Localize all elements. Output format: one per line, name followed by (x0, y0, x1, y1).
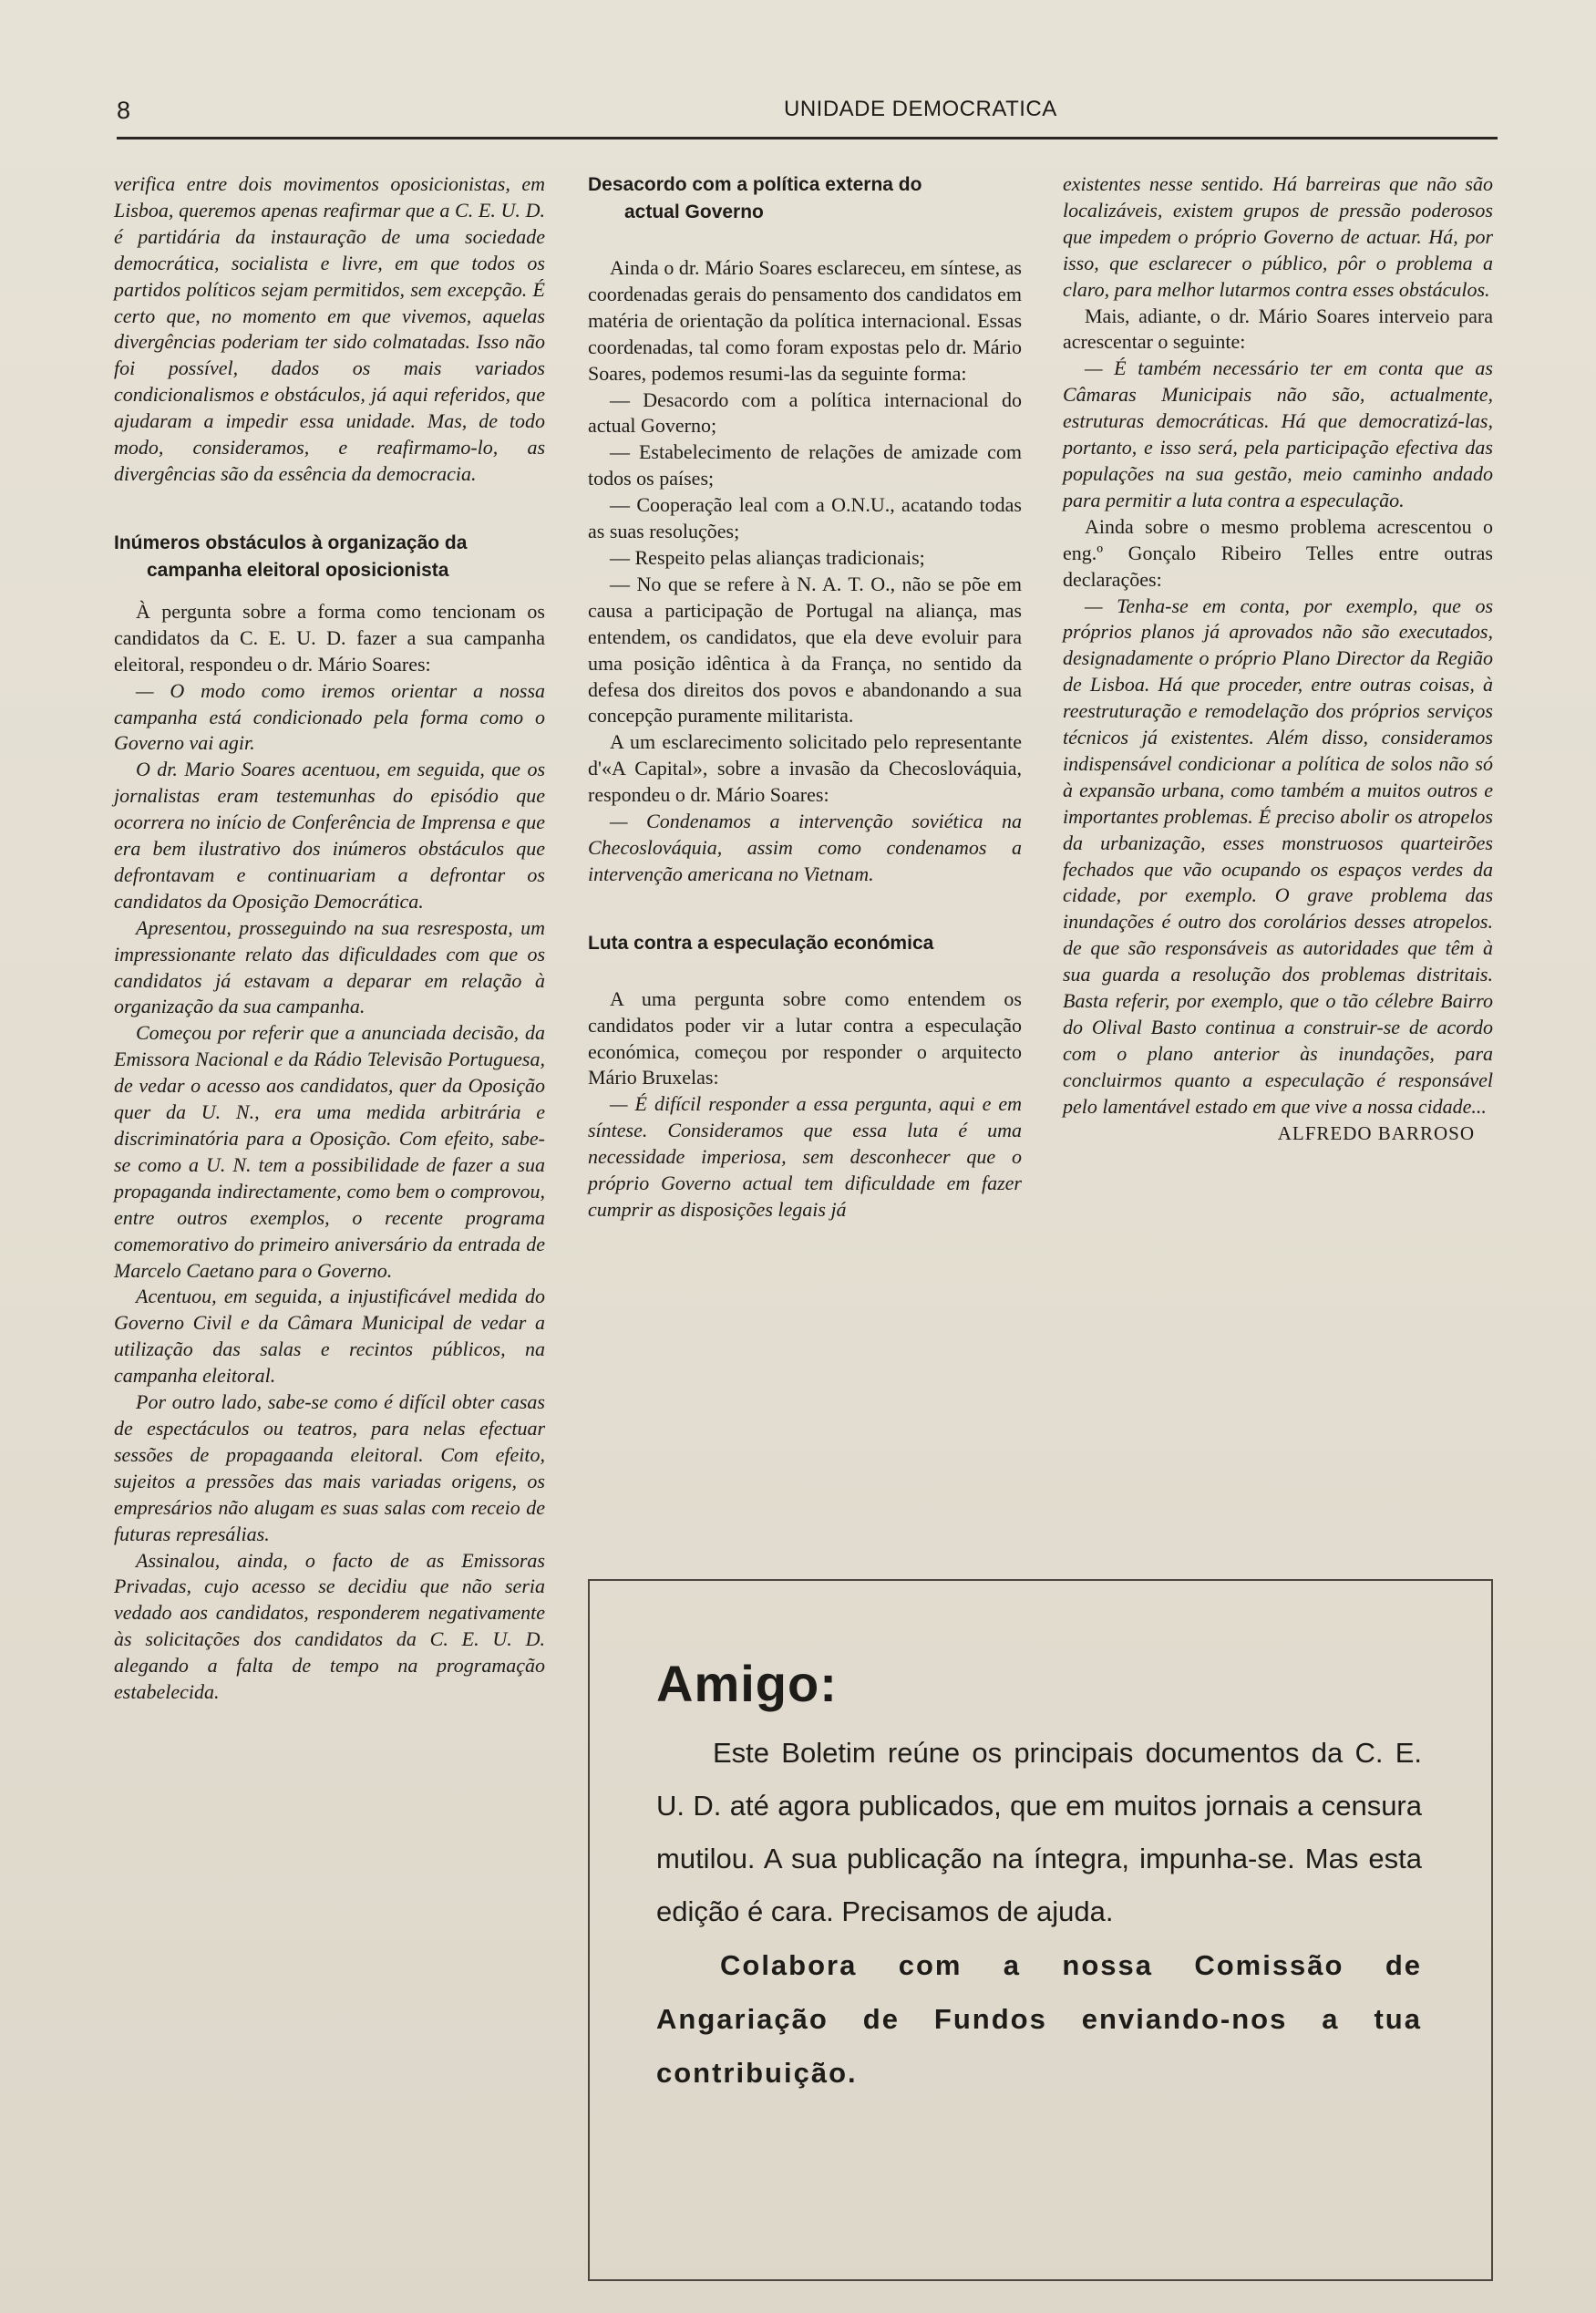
paragraph: Ainda sobre o mesmo problema acrescentou o eng.º Gonçalo Ribeiro Telles entre outras declarações: (1063, 514, 1493, 591)
paragraph: existentes nesse sentido. Há barreiras que não são localizáveis, existem grupos de pressão poderosos que impedem o próprio Governo de actuar. Há, por isso, que esclarecer o público, pôr o problema a claro, para melhor lutarmos contra esses obstáculos. (1063, 172, 1493, 301)
list-item: — Respeito pelas alianças tradicionais; (610, 545, 925, 569)
paragraph: Por outro lado, sabe-se como é difícil obter casas de espectáculos ou teatros, para nelas efectuar sessões de propagaanda eleitoral. Com efeito, sujeitos a pressões das mais variadas origens, os empresários não alugam es suas salas com receio de futuras represálias. (114, 1390, 545, 1545)
paragraph: A uma pergunta sobre como entendem os candidatos poder vir a lutar contra a especulação económica, começou por responder o arquitecto Mário Bruxelas: (588, 986, 1022, 1089)
paragraph: A um esclarecimento solicitado pelo representante d'«A Capital», sobre a invasão da Checoslováquia, respondeu o dr. Mário Soares: (588, 730, 1022, 807)
fundraising-box (588, 1579, 1493, 2281)
box-title: Amigo: (656, 1655, 838, 1712)
paragraph: Ainda o dr. Mário Soares esclareceu, em síntese, as coordenadas gerais do pensamento dos candidatos em matéria de orientação da política internacional. Essas coordenadas, tal como foram expostas pelo dr. Mário Soares, podemos resumi-las da seguinte forma: (588, 256, 1022, 385)
list-item: — Cooperação leal com a O.N.U., acatando todas as suas resoluções; (588, 493, 1022, 543)
subheading (114, 530, 545, 584)
box-callout (656, 1938, 1422, 2100)
subheading-line: Inúmeros obstáculos à organização da (114, 532, 468, 553)
paragraph: Apresentou, prosseguindo na sua resresposta, um impressionante relato das dificuldades com que os candidatos já estavam a deparar em relação à organização da sua campanha. (114, 915, 545, 1018)
subheading (588, 171, 1022, 226)
quote-paragraph: — Tenha-se em conta, por exemplo, que os próprios planos já aprovados não são executados, designadamente o próprio Plano Director da Região de Lisboa. Há que proceder, entre outras coisas, à reestruturação e remodelação dos próprios serviços técnicos já existentes. Além disso, consideramos indispensável condicionar a política de solos não só à expansão urbana, como também a muitos outros e importantes problemas. É preciso abolir os atropelos da urbanização, esses monstruosos quarteirões fechados que vão ocupando os espaços verdes da cidade, por exemplo. O grave problema das inundações é outro dos corolários desses atropelos. de que são responsáveis as autoridades que têm à sua guarda a resolução dos problemas distritais. Basta referir, por exemplo, que o tão célebre Bairro do Olival Basto continua a construir-se de acordo com o plano anterior às inundações, para concluirmos quanto a especulação é responsável pelo lamentável estado em que vive a nossa cidade... (1063, 594, 1493, 1118)
box-body (656, 1727, 1422, 2100)
page-number: 8 (117, 97, 131, 124)
paragraph: À pergunta sobre a forma como tencionam os candidatos da C. E. U. D. fazer a sua campanha eleitoral, respondeu o dr. Mário Soares: (114, 599, 545, 676)
subheading-line: Desacordo com a política externa do (588, 174, 922, 195)
list-item: — Desacordo com a política internacional do actual Governo; (588, 387, 1022, 438)
running-head: UNIDADE DEMOCRATICA (784, 97, 1057, 121)
column-right (1063, 171, 1493, 1147)
quote-paragraph: — Condenamos a intervenção soviética na Checoslováquia, assim como condenamos a intervenção americana no Vietnam. (588, 810, 1022, 885)
paragraph: verifica entre dois movimentos oposicionistas, em Lisboa, queremos apenas reafirmar que a C. E. U. D. é partidária da instauração de uma sociedade democrática, socialista e livre, em que todos os partidos políticos sejam permitidos, sem excepção. É certo que, no momento em que vivemos, aquelas divergências poderiam ter sido colmatadas. Isso não foi possível, dados os mais variados condicionalismos e obstáculos, já aqui referidos, que ajudaram a impedir essa unidade. Mas, de todo modo, consideramos, e reafirmamo-lo, as divergências são da essência da democracia. (114, 172, 545, 485)
paragraph: Assinalou, ainda, o facto de as Emissoras Privadas, cujo acesso se decidiu que não seria vedado aos candidatos, responderem negativamente às solicitações dos candidatos da C. E. U. D. alegando a falta de tempo na programação estabelecida. (114, 1548, 545, 1704)
list-item: — No que se refere à N. A. T. O., não se põe em causa a participação de Portugal na aliança, mas entendem, os candidatos, que ela deve evoluir para uma posição idêntica à da França, no sentido da defesa dos direitos dos povos e abandonando a sua concepção puramente militarista. (588, 572, 1022, 728)
column-left (114, 171, 545, 1706)
quote-paragraph: — É difícil responder a essa pergunta, aqui e em síntese. Consideramos que essa luta é uma necessidade imperiosa, sem desconhecer que o próprio Governo actual tem dificuldade em fazer cumprir as disposições legais já (588, 1092, 1022, 1221)
column-middle (588, 171, 1022, 1224)
subheading: Luta contra a especulação económica (588, 932, 934, 954)
page-header (117, 91, 1498, 139)
subheading-line: campanha eleitoral oposicionista (147, 559, 449, 581)
paragraph: Começou por referir que a anunciada decisão, da Emissora Nacional e da Rádio Televisão Portuguesa, de vedar o acesso aos candidatos, quer da Oposição quer da U. N., era uma medida arbitrária e discriminatória para a Oposição. Com efeito, sabe-se como a U. N. tem a possibilidade de fazer a sua propaganda indirectamente, como bem o comprovou, entre outros exemplos, o recente programa comemorativo do primeiro aniversário da entrada de Marcelo Caetano para o Governo. (114, 1021, 545, 1282)
quote-paragraph: — É também necessário ter em conta que as Câmaras Municipais não são, actualmente, estruturas democráticas. Há que democratizá-las, portanto, e isso será, pela participação efectiva das populações na sua gestão, meio caminho andado para permitir a luta contra a especulação. (1063, 356, 1493, 511)
box-callout-text: Colabora com a nossa Comissão de Angariação de Fundos enviando-nos a tua contribuição. (656, 1949, 1422, 2089)
subheading-line: actual Governo (624, 201, 764, 222)
paragraph: Acentuou, em seguida, a injustificável medida do Governo Civil e da Câmara Municipal de vedar a utilização das salas e recintos públicos, na campanha eleitoral. (114, 1285, 545, 1388)
paragraph: Mais, adiante, o dr. Mário Soares interveio para acrescentar o seguinte: (1063, 304, 1493, 354)
list-item: — Estabelecimento de relações de amizade com todos os países; (588, 440, 1022, 490)
box-text: Este Boletim reúne os principais documentos da C. E. U. D. até agora publicados, que em muitos jornais a censura mutilou. A sua publicação na íntegra, impunha-se. Mas esta edição é cara. Precisamos de ajuda. (656, 1737, 1422, 1927)
quote-paragraph: — O modo como iremos orientar a nossa campanha está condicionado pela forma como o Governo vai agir. (114, 678, 545, 755)
paragraph: O dr. Mario Soares acentuou, em seguida, que os jornalistas eram testemunhas do episódio que ocorrera no início de Conferência de Imprensa e que era bem ilustrativo dos inúmeros obstáculos que defrontavam e continuariam a defrontar os candidatos da Oposição Democrática. (114, 758, 545, 913)
author-signature: ALFREDO BARROSO (1277, 1121, 1475, 1144)
